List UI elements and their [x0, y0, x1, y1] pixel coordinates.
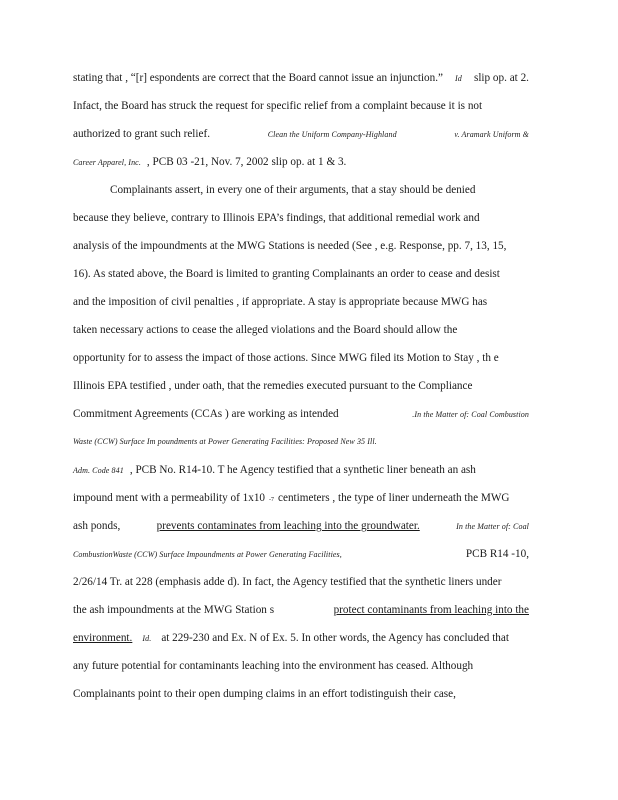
text-line [73, 155, 529, 170]
line-segment: 16). As stated above, the Board is limited to granting Complainants an order to cease and desist [73, 268, 500, 280]
citation: Id [455, 74, 462, 83]
line-segment: authorized to grant such relief. [73, 128, 210, 140]
text-line [73, 379, 529, 393]
text-line [73, 463, 529, 478]
line-segment: analysis of the impoundments at the MWG Stations is needed (See , e.g. Response, pp. 7, 13, 15, [73, 240, 507, 252]
line-segment: the ash impoundments at the MWG Station s [73, 604, 275, 616]
line-segment: taken necessary actions to cease the alleged violations and the Board should allow the [73, 324, 458, 336]
line-segment: Complainants assert, in every one of their arguments, that a stay should be denied [110, 184, 476, 196]
case-name: Career Apparel, Inc. [73, 158, 141, 167]
line-segment: because they believe, contrary to Illinois EPA’s findings, that additional remedial work and [73, 212, 480, 224]
text-line [73, 267, 529, 281]
text-line [73, 211, 529, 225]
text-line [73, 631, 529, 646]
line-segment: 2/26/14 Tr. at 228 (emphasis adde d). In fact, the Agency testified that the synthetic liners under [73, 576, 502, 588]
underlined-quote: protect contaminants from leaching into the [333, 604, 529, 616]
line-segment: , PCB No. R14-10. T he Agency testified that a synthetic liner beneath an ash [129, 464, 476, 476]
line-segment: slip op. at 2. [473, 72, 529, 84]
case-name: CombustionWaste (CCW) Surface Impoundments at Power Generating Facilities, [73, 550, 342, 559]
text-line [73, 295, 529, 309]
line-segment: , PCB 03 -21, Nov. 7, 2002 slip op. at 1 & 3. [146, 156, 347, 168]
line-segment: stating that , “[r] espondents are correct that the Board cannot issue an injunction.” [73, 72, 443, 84]
underlined-quote: environment. [73, 632, 133, 644]
text-line [73, 351, 529, 365]
text-line: impound ment with a permeability of 1x10 -7 centimeters , the type of liner underneath the MWG [73, 492, 510, 504]
text-line [73, 239, 529, 253]
line-segment: Infact, the Board has struck the request for specific relief from a complaint because it is not [73, 100, 483, 112]
case-name: .In the Matter of: Coal Combustion [412, 410, 529, 419]
line-segment: and the imposition of civil penalties , if appropriate. A stay is appropriate because MWG has [73, 296, 488, 308]
text-line [73, 407, 529, 422]
underlined-quote: prevents contaminates from leaching into the groundwater. [156, 520, 420, 532]
text-line [73, 547, 529, 562]
paragraph-start [110, 183, 529, 197]
line-segment: any future potential for contaminants leaching into the environment has ceased. Although [73, 660, 474, 672]
text-line [73, 323, 529, 337]
text-line [73, 127, 529, 142]
line-segment: PCB R14 -10, [465, 548, 529, 560]
case-name: Clean the Uniform Company-Highland [267, 130, 397, 139]
text-line [73, 603, 529, 617]
case-name: In the Matter of: Coal [456, 522, 529, 531]
text-line [73, 435, 529, 449]
citation: Id. [142, 634, 152, 643]
text-line [73, 99, 529, 113]
line-segment: opportunity for to assess the impact of those actions. Since MWG filed its Motion to Stay , th e [73, 352, 499, 364]
line-segment: Complainants point to their open dumping claims in an effort todistinguish their case, [73, 688, 456, 700]
case-name: Waste (CCW) Surface Im poundments at Power Generating Facilities: Proposed New 35 Ill. [73, 437, 377, 446]
line-segment: ash ponds, [73, 520, 121, 532]
case-name: Adm. Code 841 [73, 466, 124, 475]
text-line [73, 687, 529, 701]
line-segment: Commitment Agreements (CCAs ) are working as intended [73, 408, 339, 420]
line-segment: Illinois EPA testified , under oath, that the remedies executed pursuant to the Compliance [73, 380, 473, 392]
line-segment: at 229-230 and Ex. N of Ex. 5. In other words, the Agency has concluded that [161, 632, 509, 644]
case-name: v. Aramark Uniform & [454, 130, 529, 139]
line-segment: impound ment with a permeability of 1x10 [73, 492, 266, 504]
text-line [73, 575, 529, 589]
text-line [73, 71, 529, 86]
text-line [73, 519, 529, 534]
line-segment: centimeters , the type of liner underneath the MWG [278, 492, 510, 504]
text-line [73, 659, 529, 673]
